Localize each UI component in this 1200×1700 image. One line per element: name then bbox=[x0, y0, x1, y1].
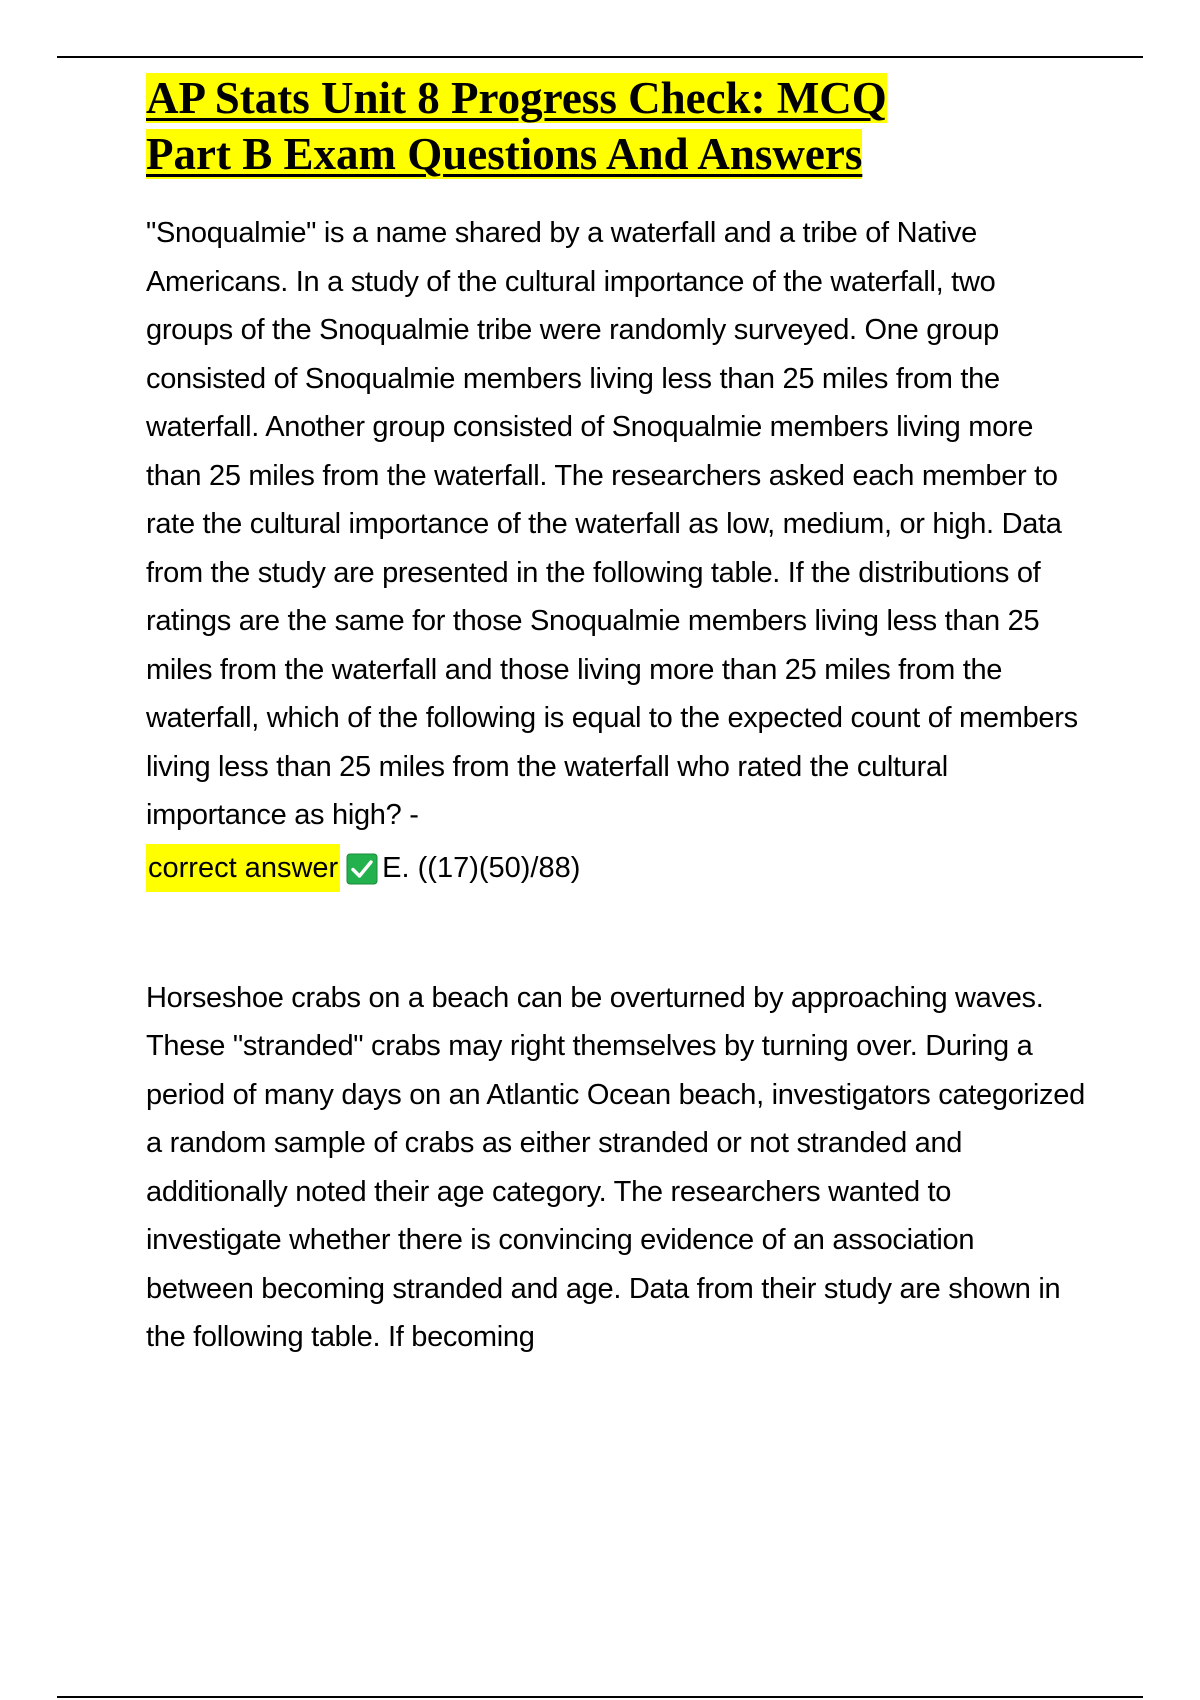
page-title-text: AP Stats Unit 8 Progress Check: MCQ Part B Exam Questions And Answers bbox=[146, 73, 887, 179]
correct-answer-label: correct answer bbox=[146, 844, 340, 892]
check-mark-icon bbox=[346, 852, 378, 884]
bottom-rule bbox=[57, 1696, 1143, 1698]
question-1-text: "Snoqualmie" is a name shared by a waterfall and a tribe of Native Americans. In a study of the cultural importance of the waterfall, two groups of the Snoqualmie tribe were randomly surveyed. One group consisted of Snoqualmie members living less than 25 miles from the waterfall. Another group consisted of Snoqualmie members living more than 25 miles from the waterfall. The researchers asked each member to rate the cultural importance of the waterfall as low, medium, or high. Data from the study are presented in the following table. If the distributions of ratings are the same for those Snoqualmie members living less than 25 miles from the waterfall and those living more than 25 miles from the waterfall, which of the following is equal to the expected count of members living less than 25 miles from the waterfall who rated the cultural importance as high? - bbox=[146, 217, 1078, 831]
top-rule bbox=[57, 56, 1143, 58]
question-2-text: Horseshoe crabs on a beach can be overturned by approaching waves. These "stranded" crabs may right themselves by turning over. During a period of many days on an Atlantic Ocean beach, investigators categorized a random sample of crabs as either stranded or not stranded and additionally noted their age category. The researchers wanted to investigate whether there is convincing evidence of an association between becoming stranded and age. Data from their study are shown in the following table. If becoming bbox=[146, 981, 1085, 1353]
document-body bbox=[146, 70, 1086, 1362]
answer-1 bbox=[146, 844, 1086, 892]
answer-1-text: E. ((17)(50)/88) bbox=[382, 851, 581, 884]
page-title bbox=[146, 70, 976, 182]
